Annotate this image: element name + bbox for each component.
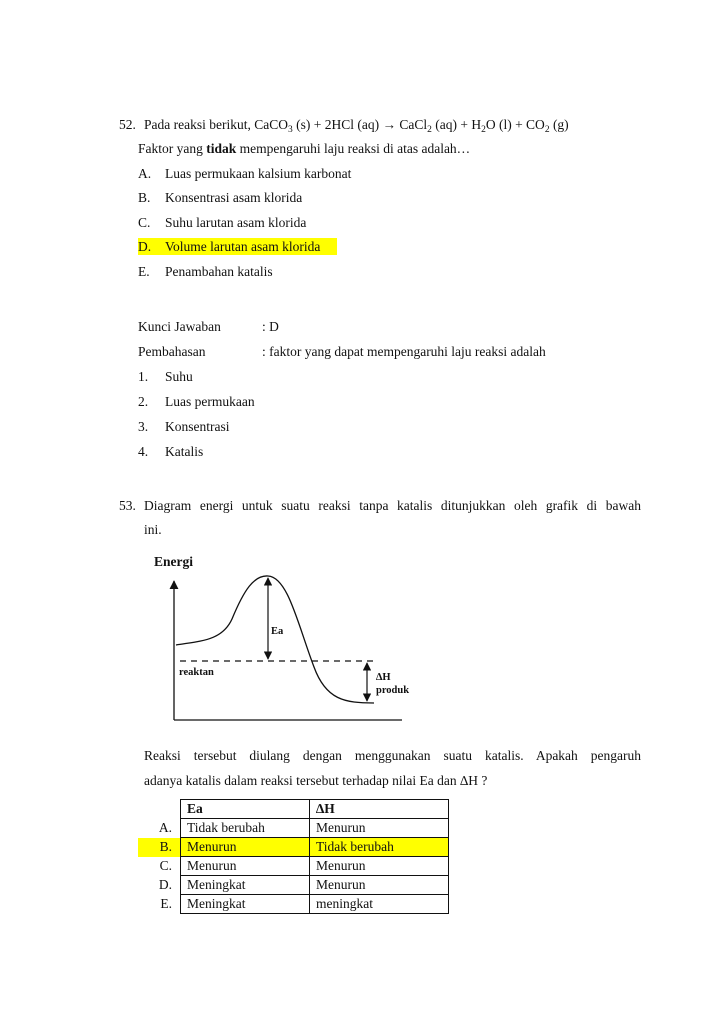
q52-line2-b: mempengaruhi laju reaksi di atas adalah… bbox=[236, 141, 471, 156]
q52-stem-a: Pada reaksi berikut, CaCO bbox=[144, 117, 288, 132]
factor-item bbox=[138, 393, 255, 410]
q53-stem-line1: Diagram energi untuk suatu reaksi tanpa katalis ditunjukkan oleh grafik di bawah bbox=[144, 498, 641, 513]
energy-axis-label: Energi bbox=[154, 554, 193, 569]
option-letter: A. bbox=[138, 166, 152, 181]
q52-stem-b: (s) + 2HCl (aq) bbox=[292, 117, 383, 132]
table-letter-cell bbox=[138, 800, 181, 819]
product-label: produk bbox=[376, 685, 410, 696]
option-text: Volume larutan asam klorida bbox=[165, 239, 321, 254]
dh-label: ∆H bbox=[376, 672, 391, 683]
q52-option[interactable] bbox=[138, 165, 352, 182]
q52-line2 bbox=[138, 140, 470, 157]
factor-text: Katalis bbox=[165, 444, 204, 459]
energy-curve bbox=[176, 576, 374, 703]
row-dh: Tidak berubah bbox=[310, 838, 449, 857]
q53-followup-line1: Reaksi tersebut diulang dengan menggunakan suatu katalis. Apakah pengaruh bbox=[144, 748, 641, 763]
q52-line2-bold: tidak bbox=[206, 141, 237, 156]
factor-item bbox=[138, 443, 204, 460]
q52-line2-a: Faktor yang bbox=[138, 141, 207, 156]
reaction-arrow-icon: → bbox=[382, 117, 396, 132]
option-text: Suhu larutan asam klorida bbox=[165, 215, 307, 230]
table-row[interactable] bbox=[138, 819, 449, 838]
factor-number: 2. bbox=[138, 394, 149, 409]
row-ea: Menurun bbox=[181, 838, 310, 857]
table-row[interactable] bbox=[138, 857, 449, 876]
factor-text: Luas permukaan bbox=[165, 394, 255, 409]
answer-key-label: Kunci Jawaban bbox=[138, 319, 221, 334]
q52-stem-c: CaCl bbox=[395, 117, 428, 132]
option-letter: C. bbox=[138, 215, 151, 230]
factor-number: 3. bbox=[138, 419, 149, 434]
q52-stem-f: (g) bbox=[549, 117, 569, 132]
q52-number: 52. bbox=[119, 117, 136, 132]
option-letter: E. bbox=[138, 264, 150, 279]
row-letter: E. bbox=[160, 896, 172, 911]
q52-sub: 2 bbox=[427, 125, 432, 135]
option-text: Konsentrasi asam klorida bbox=[165, 190, 303, 205]
q52-stem-d: (aq) + H bbox=[431, 117, 482, 132]
factor-text: Konsentrasi bbox=[165, 419, 230, 434]
row-dh: Menurun bbox=[310, 857, 449, 876]
q52-stem-e: O (l) + CO bbox=[485, 117, 545, 132]
q52-sub: 2 bbox=[481, 125, 486, 135]
q53-followup-line2: adanya katalis dalam reaksi tersebut terhadap nilai Ea dan ∆H ? bbox=[144, 773, 488, 788]
reactant-label: reaktan bbox=[179, 667, 214, 678]
row-dh: Menurun bbox=[310, 876, 449, 895]
table-row[interactable] bbox=[138, 895, 449, 914]
factor-item bbox=[138, 418, 230, 435]
row-letter: C. bbox=[159, 858, 172, 873]
factor-text: Suhu bbox=[165, 369, 193, 384]
row-ea: Menurun bbox=[181, 857, 310, 876]
q52-sub: 3 bbox=[287, 125, 293, 135]
table-header-ea: Ea bbox=[181, 800, 310, 819]
table-row[interactable] bbox=[138, 876, 449, 895]
energy-diagram bbox=[140, 545, 440, 730]
ea-label: Ea bbox=[271, 626, 284, 637]
q52-option[interactable] bbox=[138, 214, 307, 231]
row-letter: B. bbox=[159, 839, 172, 854]
row-ea: Tidak berubah bbox=[181, 819, 310, 838]
q52-option[interactable] bbox=[138, 263, 273, 280]
option-text: Penambahan katalis bbox=[165, 264, 273, 279]
discussion-label: Pembahasan bbox=[138, 344, 206, 359]
option-letter: B. bbox=[138, 190, 151, 205]
answer-table bbox=[138, 799, 449, 914]
q53-number: 53. bbox=[119, 498, 136, 513]
q52-sub: 2 bbox=[544, 125, 550, 135]
q52-stem bbox=[144, 116, 569, 133]
q52-option[interactable] bbox=[138, 189, 303, 206]
q52-option-highlighted[interactable] bbox=[138, 238, 337, 255]
table-header-row bbox=[138, 800, 449, 819]
table-header-dh: ∆H bbox=[310, 800, 449, 819]
factor-number: 4. bbox=[138, 444, 149, 459]
row-letter: A. bbox=[158, 820, 172, 835]
row-ea: Meningkat bbox=[181, 876, 310, 895]
q53-stem-line2: ini. bbox=[144, 522, 162, 537]
factor-number: 1. bbox=[138, 369, 149, 384]
row-dh: Menurun bbox=[310, 819, 449, 838]
answer-key-value: : D bbox=[262, 319, 279, 334]
table-row-highlighted[interactable] bbox=[138, 838, 449, 857]
row-dh: meningkat bbox=[310, 895, 449, 914]
option-letter: D. bbox=[138, 239, 152, 254]
row-ea: Meningkat bbox=[181, 895, 310, 914]
option-text: Luas permukaan kalsium karbonat bbox=[165, 166, 352, 181]
discussion-value: : faktor yang dapat mempengaruhi laju reaksi adalah bbox=[262, 344, 546, 359]
factor-item bbox=[138, 368, 193, 385]
row-letter: D. bbox=[158, 877, 172, 892]
